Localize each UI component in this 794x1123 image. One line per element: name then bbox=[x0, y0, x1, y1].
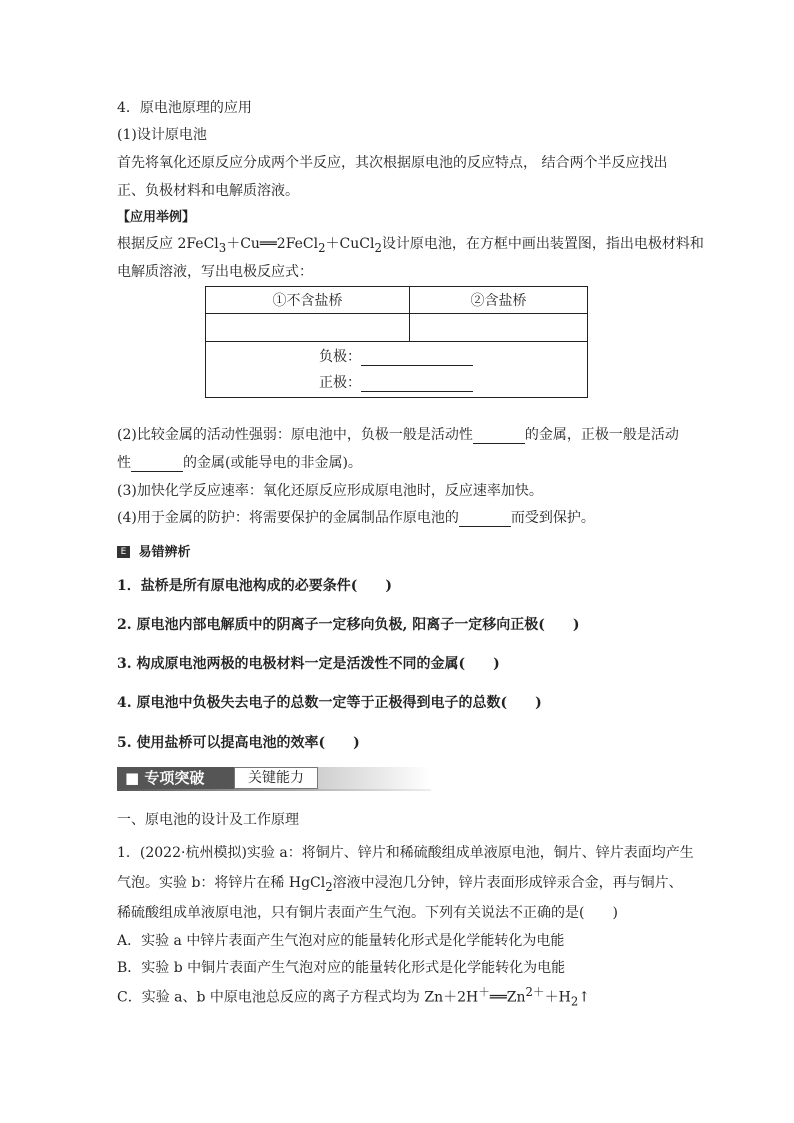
banner-dark-label: ■ 专项突破 bbox=[117, 767, 234, 789]
positive-electrode-row bbox=[319, 372, 473, 392]
paragraph-line: 正、负极材料和电解质溶液。 bbox=[117, 183, 299, 199]
banner-light-label: 关键能力 bbox=[234, 767, 318, 789]
special-topic-banner bbox=[117, 765, 431, 791]
negative-electrode-row bbox=[319, 346, 473, 366]
banner-fade bbox=[318, 767, 431, 789]
negative-answer-blank[interactable] bbox=[361, 351, 473, 366]
error-analysis-title: 易错辨析 bbox=[138, 545, 191, 560]
answer-blank[interactable] bbox=[131, 457, 183, 472]
section-heading: 4．原电池原理的应用 bbox=[117, 100, 252, 116]
paragraph-line: 首先将氧化还原反应分成两个半反应，其次根据原电池的反应特点， 结合两个半反应找出 bbox=[117, 155, 668, 171]
electrode-reactions-cell bbox=[206, 342, 588, 398]
table-header-salt-bridge: ②含盐桥 bbox=[410, 287, 588, 314]
banner-underline bbox=[117, 789, 431, 791]
example-line: 电解质溶液，写出电极反应式： bbox=[117, 264, 313, 280]
question-line: 1．(2022·杭州模拟)实验 a：将铜片、锌片和稀硫酸组成单液原电池，铜片、锌片表面均产生 bbox=[117, 845, 694, 861]
example-label: 【应用举例】 bbox=[117, 210, 196, 225]
part-heading: 一、原电池的设计及工作原理 bbox=[117, 812, 299, 828]
positive-answer-blank[interactable] bbox=[361, 377, 473, 392]
negative-label: 负极： bbox=[319, 349, 361, 365]
paragraph-line: (3)加快化学反应速率：氧化还原反应形成原电池时，反应速率加快。 bbox=[117, 483, 543, 499]
error-item: 1．盐桥是所有原电池构成的必要条件( ) bbox=[117, 578, 392, 594]
option-b[interactable]: B．实验 b 中铜片表面产生气泡对应的能量转化形式是化学能转化为电能 bbox=[117, 960, 566, 976]
table-header-no-salt-bridge: ①不含盐桥 bbox=[206, 287, 410, 314]
error-item: 4. 原电池中负极失去电子的总数一定等于正极得到电子的总数( ) bbox=[117, 695, 542, 711]
answer-table bbox=[205, 286, 588, 398]
question-line: 气泡。实验 b：将锌片在稀 HgCl$_2$溶液中浸泡几分钟，锌片表面形成锌汞合金，再与铜片、 bbox=[117, 875, 683, 894]
positive-label: 正极： bbox=[319, 375, 361, 391]
subheading-design: (1)设计原电池 bbox=[117, 127, 207, 143]
error-item: 3. 构成原电池两极的电极材料一定是活泼性不同的金属( ) bbox=[117, 656, 500, 672]
drawing-area-1[interactable] bbox=[206, 314, 410, 342]
paragraph-line: 性 的金属(或能导电的非金属)。 bbox=[117, 455, 362, 471]
answer-blank[interactable] bbox=[459, 512, 511, 527]
example-line: 根据反应 2FeCl$_3$＋Cu══2FeCl$_2$＋CuCl$_2$设计原电池，在方框中画出装置图，指出电极材料和 bbox=[117, 236, 704, 255]
error-analysis-header bbox=[117, 541, 190, 560]
drawing-area-2[interactable] bbox=[410, 314, 588, 342]
error-item: 5. 使用盐桥可以提高电池的效率( ) bbox=[117, 735, 360, 751]
answer-blank[interactable] bbox=[473, 429, 525, 444]
paragraph-line: (2)比较金属的活动性强弱：原电池中，负极一般是活动性 的金属，正极一般是活动 bbox=[117, 427, 679, 443]
error-badge-icon: E bbox=[117, 546, 130, 558]
error-item: 2. 原电池内部电解质中的阴离子一定移向负极, 阳离子一定移向正极( ) bbox=[117, 617, 580, 633]
question-line: 稀硫酸组成单液原电池，只有铜片表面产生气泡。下列有关说法不正确的是( ) bbox=[117, 905, 618, 921]
option-a[interactable]: A．实验 a 中锌片表面产生气泡对应的能量转化形式是化学能转化为电能 bbox=[117, 933, 565, 949]
paragraph-line: (4)用于金属的防护：将需要保护的金属制品作原电池的 而受到保护。 bbox=[117, 510, 595, 526]
option-c[interactable]: C．实验 a、b 中原电池总反应的离子方程式均为 $Zn+2H^+══Zn^{2+}+H_2↑$ bbox=[117, 985, 590, 1009]
